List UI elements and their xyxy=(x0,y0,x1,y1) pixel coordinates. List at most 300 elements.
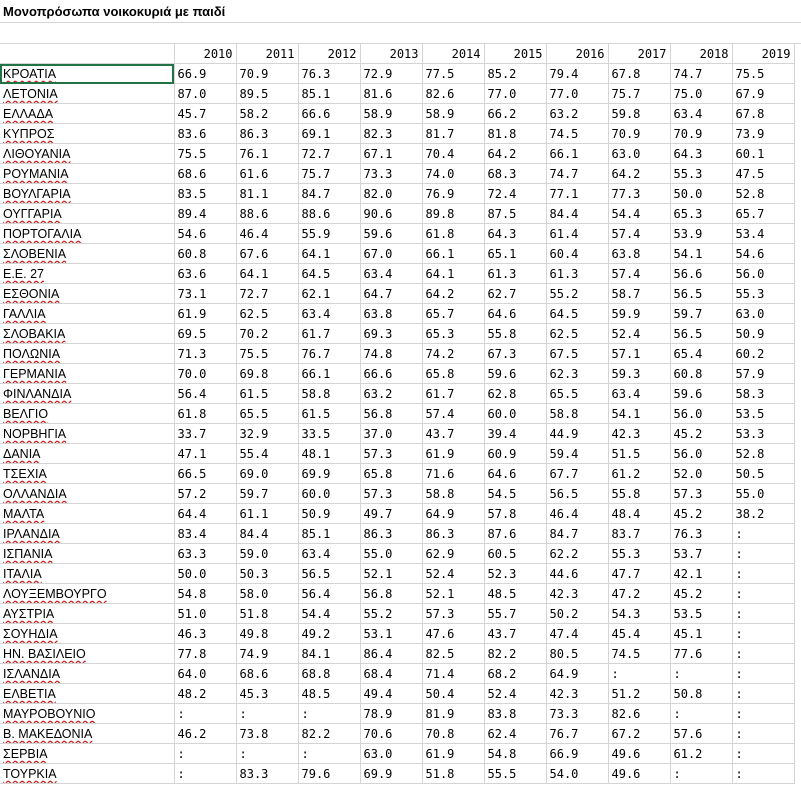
value-cell[interactable]: 59.3 xyxy=(608,364,670,384)
value-cell[interactable]: 58.9 xyxy=(360,104,422,124)
value-cell[interactable]: 55.2 xyxy=(546,284,608,304)
country-cell[interactable]: ΜΑΥΡΟΒΟΥΝΙΟ xyxy=(0,704,174,724)
country-cell[interactable]: ΚΡΟΑΤΙΑ xyxy=(0,64,174,84)
value-cell[interactable]: 56.0 xyxy=(670,404,732,424)
value-cell[interactable]: 67.8 xyxy=(732,104,794,124)
value-cell[interactable]: 57.3 xyxy=(360,444,422,464)
value-cell[interactable]: 60.5 xyxy=(484,544,546,564)
value-cell[interactable]: 76.3 xyxy=(298,64,360,84)
value-cell[interactable]: 42.1 xyxy=(670,564,732,584)
value-cell[interactable]: 52.8 xyxy=(732,444,794,464)
value-cell[interactable]: 42.3 xyxy=(546,584,608,604)
value-cell[interactable]: 67.6 xyxy=(236,244,298,264)
country-cell[interactable]: ΙΡΛΑΝΔΙΑ xyxy=(0,524,174,544)
value-cell[interactable]: 37.0 xyxy=(360,424,422,444)
value-cell[interactable]: 64.7 xyxy=(360,284,422,304)
value-cell[interactable]: 72.7 xyxy=(298,144,360,164)
value-cell[interactable]: 75.5 xyxy=(236,344,298,364)
sheet-title[interactable]: Μονοπρόσωπα νοικοκυριά με παιδί xyxy=(3,4,226,19)
value-cell[interactable]: 54.1 xyxy=(608,404,670,424)
year-header-cell[interactable]: 2010 xyxy=(174,44,236,64)
country-cell[interactable]: ΜΑΛΤΑ xyxy=(0,504,174,524)
value-cell[interactable]: 58.7 xyxy=(608,284,670,304)
value-cell[interactable]: 84.4 xyxy=(236,524,298,544)
value-cell[interactable]: 52.1 xyxy=(422,584,484,604)
value-cell[interactable]: 80.5 xyxy=(546,644,608,664)
value-cell[interactable]: 66.9 xyxy=(174,64,236,84)
value-cell[interactable]: 70.6 xyxy=(360,724,422,744)
value-cell[interactable]: 70.9 xyxy=(670,124,732,144)
value-cell[interactable]: 61.3 xyxy=(546,264,608,284)
value-cell[interactable]: 71.6 xyxy=(422,464,484,484)
year-header-cell[interactable]: 2015 xyxy=(484,44,546,64)
value-cell[interactable]: 74.5 xyxy=(546,124,608,144)
value-cell[interactable]: 54.5 xyxy=(484,484,546,504)
value-cell[interactable]: 39.4 xyxy=(484,424,546,444)
value-cell[interactable]: 59.6 xyxy=(484,364,546,384)
value-cell[interactable]: 64.6 xyxy=(484,464,546,484)
value-cell[interactable]: 45.2 xyxy=(670,584,732,604)
value-cell[interactable]: 50.9 xyxy=(732,324,794,344)
country-cell[interactable]: ΙΣΛΑΝΔΙΑ xyxy=(0,664,174,684)
value-cell[interactable]: : xyxy=(732,644,794,664)
year-header-cell[interactable]: 2019 xyxy=(732,44,794,64)
value-cell[interactable]: 83.6 xyxy=(174,124,236,144)
value-cell[interactable]: 75.7 xyxy=(298,164,360,184)
value-cell[interactable]: 56.5 xyxy=(298,564,360,584)
country-cell[interactable]: ΛΙΘΟΥΑΝΙΑ xyxy=(0,144,174,164)
value-cell[interactable]: 69.0 xyxy=(236,464,298,484)
value-cell[interactable]: 83.4 xyxy=(174,524,236,544)
value-cell[interactable]: 64.9 xyxy=(546,664,608,684)
value-cell[interactable]: 81.6 xyxy=(360,84,422,104)
value-cell[interactable]: 59.7 xyxy=(670,304,732,324)
value-cell[interactable]: 55.4 xyxy=(236,444,298,464)
value-cell[interactable]: 84.7 xyxy=(298,184,360,204)
value-cell[interactable]: 47.6 xyxy=(422,624,484,644)
value-cell[interactable]: 83.8 xyxy=(484,704,546,724)
value-cell[interactable]: 76.1 xyxy=(236,144,298,164)
value-cell[interactable]: 63.4 xyxy=(298,544,360,564)
value-cell[interactable]: : xyxy=(732,604,794,624)
value-cell[interactable]: 70.9 xyxy=(608,124,670,144)
value-cell[interactable]: 77.6 xyxy=(670,644,732,664)
value-cell[interactable]: 51.5 xyxy=(608,444,670,464)
value-cell[interactable]: 69.9 xyxy=(298,464,360,484)
value-cell[interactable]: 64.6 xyxy=(484,304,546,324)
value-cell[interactable]: 58.8 xyxy=(422,484,484,504)
value-cell[interactable]: 72.4 xyxy=(484,184,546,204)
value-cell[interactable]: 68.8 xyxy=(298,664,360,684)
value-cell[interactable]: 60.9 xyxy=(484,444,546,464)
value-cell[interactable]: 74.0 xyxy=(422,164,484,184)
value-cell[interactable]: 61.3 xyxy=(484,264,546,284)
value-cell[interactable]: 69.1 xyxy=(298,124,360,144)
value-cell[interactable]: 56.0 xyxy=(670,444,732,464)
value-cell[interactable]: : xyxy=(670,764,732,784)
value-cell[interactable]: 82.3 xyxy=(360,124,422,144)
value-cell[interactable]: 59.4 xyxy=(546,444,608,464)
value-cell[interactable]: 66.5 xyxy=(174,464,236,484)
value-cell[interactable]: 81.7 xyxy=(422,124,484,144)
value-cell[interactable]: 61.2 xyxy=(608,464,670,484)
value-cell[interactable]: 56.8 xyxy=(360,584,422,604)
value-cell[interactable]: 86.3 xyxy=(360,524,422,544)
value-cell[interactable]: 62.9 xyxy=(422,544,484,564)
value-cell[interactable]: 52.4 xyxy=(484,684,546,704)
value-cell[interactable]: 58.9 xyxy=(422,104,484,124)
value-cell[interactable]: : xyxy=(732,524,794,544)
value-cell[interactable]: 84.7 xyxy=(546,524,608,544)
value-cell[interactable]: : xyxy=(732,744,794,764)
value-cell[interactable]: 70.8 xyxy=(422,724,484,744)
value-cell[interactable]: 45.2 xyxy=(670,424,732,444)
value-cell[interactable]: 89.4 xyxy=(174,204,236,224)
value-cell[interactable]: 55.9 xyxy=(298,224,360,244)
value-cell[interactable]: : xyxy=(732,624,794,644)
value-cell[interactable]: 53.5 xyxy=(732,404,794,424)
value-cell[interactable]: 67.9 xyxy=(732,84,794,104)
year-header-cell[interactable]: 2014 xyxy=(422,44,484,64)
header-blank-cell[interactable] xyxy=(0,44,174,64)
value-cell[interactable]: 83.7 xyxy=(608,524,670,544)
country-cell[interactable]: ΔΑΝΙΑ xyxy=(0,444,174,464)
value-cell[interactable]: 38.2 xyxy=(732,504,794,524)
value-cell[interactable]: 59.7 xyxy=(236,484,298,504)
value-cell[interactable]: 84.4 xyxy=(546,204,608,224)
value-cell[interactable]: 82.0 xyxy=(360,184,422,204)
value-cell[interactable]: 68.2 xyxy=(484,664,546,684)
value-cell[interactable]: 71.3 xyxy=(174,344,236,364)
country-cell[interactable]: ΣΕΡΒΙΑ xyxy=(0,744,174,764)
value-cell[interactable]: 87.5 xyxy=(484,204,546,224)
value-cell[interactable]: 44.9 xyxy=(546,424,608,444)
country-cell[interactable]: ΟΥΓΓΑΡΙΑ xyxy=(0,204,174,224)
value-cell[interactable]: 86.3 xyxy=(236,124,298,144)
value-cell[interactable]: 49.7 xyxy=(360,504,422,524)
value-cell[interactable]: 56.5 xyxy=(670,324,732,344)
value-cell[interactable]: 52.8 xyxy=(732,184,794,204)
value-cell[interactable]: 66.9 xyxy=(546,744,608,764)
value-cell[interactable]: 45.4 xyxy=(608,624,670,644)
year-header-cell[interactable]: 2012 xyxy=(298,44,360,64)
value-cell[interactable]: 54.4 xyxy=(608,204,670,224)
value-cell[interactable]: 54.3 xyxy=(608,604,670,624)
value-cell[interactable]: 79.6 xyxy=(298,764,360,784)
value-cell[interactable]: 46.4 xyxy=(546,504,608,524)
country-cell[interactable]: ΙΣΠΑΝΙΑ xyxy=(0,544,174,564)
value-cell[interactable]: 75.7 xyxy=(608,84,670,104)
value-cell[interactable]: 69.9 xyxy=(360,764,422,784)
value-cell[interactable]: 52.4 xyxy=(422,564,484,584)
value-cell[interactable]: 62.5 xyxy=(546,324,608,344)
value-cell[interactable]: 57.1 xyxy=(608,344,670,364)
value-cell[interactable]: 89.8 xyxy=(422,204,484,224)
value-cell[interactable]: 53.5 xyxy=(670,604,732,624)
value-cell[interactable]: 43.7 xyxy=(484,624,546,644)
country-cell[interactable]: ΣΟΥΗΔΙΑ xyxy=(0,624,174,644)
value-cell[interactable]: 74.7 xyxy=(546,164,608,184)
country-cell[interactable]: ΕΛΒΕΤΙΑ xyxy=(0,684,174,704)
value-cell[interactable]: 33.5 xyxy=(298,424,360,444)
value-cell[interactable]: 68.3 xyxy=(484,164,546,184)
value-cell[interactable]: 52.3 xyxy=(484,564,546,584)
value-cell[interactable]: 57.3 xyxy=(360,484,422,504)
value-cell[interactable]: 46.2 xyxy=(174,724,236,744)
value-cell[interactable]: 53.7 xyxy=(670,544,732,564)
value-cell[interactable]: 63.0 xyxy=(360,744,422,764)
value-cell[interactable]: 85.2 xyxy=(484,64,546,84)
country-cell[interactable]: ΓΑΛΛΙΑ xyxy=(0,304,174,324)
value-cell[interactable]: 77.8 xyxy=(174,644,236,664)
value-cell[interactable]: 49.6 xyxy=(608,744,670,764)
value-cell[interactable]: 74.7 xyxy=(670,64,732,84)
value-cell[interactable]: 50.8 xyxy=(670,684,732,704)
value-cell[interactable]: 64.9 xyxy=(422,504,484,524)
value-cell[interactable]: 61.5 xyxy=(236,384,298,404)
value-cell[interactable]: 67.5 xyxy=(546,344,608,364)
value-cell[interactable]: 49.2 xyxy=(298,624,360,644)
value-cell[interactable]: 56.5 xyxy=(546,484,608,504)
value-cell[interactable]: 48.1 xyxy=(298,444,360,464)
value-cell[interactable]: 76.3 xyxy=(670,524,732,544)
value-cell[interactable]: 81.8 xyxy=(484,124,546,144)
country-cell[interactable]: ΒΕΛΓΙΟ xyxy=(0,404,174,424)
value-cell[interactable]: : xyxy=(174,764,236,784)
value-cell[interactable]: 77.0 xyxy=(546,84,608,104)
value-cell[interactable]: 77.0 xyxy=(484,84,546,104)
value-cell[interactable]: 47.2 xyxy=(608,584,670,604)
value-cell[interactable]: 61.8 xyxy=(422,224,484,244)
value-cell[interactable]: 47.1 xyxy=(174,444,236,464)
value-cell[interactable]: 85.1 xyxy=(298,84,360,104)
value-cell[interactable]: 63.8 xyxy=(608,244,670,264)
value-cell[interactable]: : xyxy=(732,564,794,584)
value-cell[interactable]: 47.7 xyxy=(608,564,670,584)
value-cell[interactable]: 54.6 xyxy=(732,244,794,264)
value-cell[interactable]: 54.8 xyxy=(484,744,546,764)
value-cell[interactable]: 61.2 xyxy=(670,744,732,764)
value-cell[interactable]: 61.9 xyxy=(422,744,484,764)
value-cell[interactable]: 64.5 xyxy=(298,264,360,284)
value-cell[interactable]: 52.1 xyxy=(360,564,422,584)
value-cell[interactable]: 63.4 xyxy=(670,104,732,124)
value-cell[interactable]: 44.6 xyxy=(546,564,608,584)
country-cell[interactable]: ΝΟΡΒΗΓΙΑ xyxy=(0,424,174,444)
value-cell[interactable]: 82.6 xyxy=(422,84,484,104)
value-cell[interactable]: 62.7 xyxy=(484,284,546,304)
value-cell[interactable]: 50.2 xyxy=(546,604,608,624)
value-cell[interactable]: 54.1 xyxy=(670,244,732,264)
value-cell[interactable]: : xyxy=(236,704,298,724)
value-cell[interactable]: 66.1 xyxy=(298,364,360,384)
value-cell[interactable]: 60.0 xyxy=(484,404,546,424)
value-cell[interactable]: 64.2 xyxy=(608,164,670,184)
value-cell[interactable]: 74.5 xyxy=(608,644,670,664)
country-cell[interactable]: Β. ΜΑΚΕΔΟΝΙΑ xyxy=(0,724,174,744)
value-cell[interactable]: 74.9 xyxy=(236,644,298,664)
value-cell[interactable]: 53.9 xyxy=(670,224,732,244)
value-cell[interactable]: 70.4 xyxy=(422,144,484,164)
value-cell[interactable]: 47.4 xyxy=(546,624,608,644)
value-cell[interactable]: 59.9 xyxy=(608,304,670,324)
value-cell[interactable]: 58.8 xyxy=(298,384,360,404)
value-cell[interactable]: 54.4 xyxy=(298,604,360,624)
value-cell[interactable]: 42.3 xyxy=(546,684,608,704)
value-cell[interactable]: 49.4 xyxy=(360,684,422,704)
value-cell[interactable]: 78.9 xyxy=(360,704,422,724)
value-cell[interactable]: 86.4 xyxy=(360,644,422,664)
value-cell[interactable]: 57.9 xyxy=(732,364,794,384)
value-cell[interactable]: 54.8 xyxy=(174,584,236,604)
value-cell[interactable]: 59.0 xyxy=(236,544,298,564)
value-cell[interactable]: 75.0 xyxy=(670,84,732,104)
value-cell[interactable]: 62.4 xyxy=(484,724,546,744)
value-cell[interactable]: 68.4 xyxy=(360,664,422,684)
value-cell[interactable]: 58.8 xyxy=(546,404,608,424)
value-cell[interactable]: 63.4 xyxy=(608,384,670,404)
value-cell[interactable]: : xyxy=(298,744,360,764)
year-header-cell[interactable]: 2017 xyxy=(608,44,670,64)
country-cell[interactable]: ΡΟΥΜΑΝΙΑ xyxy=(0,164,174,184)
value-cell[interactable]: 48.2 xyxy=(174,684,236,704)
value-cell[interactable]: 76.7 xyxy=(298,344,360,364)
value-cell[interactable]: 50.0 xyxy=(670,184,732,204)
value-cell[interactable]: 82.2 xyxy=(484,644,546,664)
value-cell[interactable]: 45.1 xyxy=(670,624,732,644)
value-cell[interactable]: 60.1 xyxy=(732,144,794,164)
country-cell[interactable]: ΤΟΥΡΚΙΑ xyxy=(0,764,174,784)
value-cell[interactable]: 88.6 xyxy=(298,204,360,224)
value-cell[interactable]: 67.7 xyxy=(546,464,608,484)
year-header-cell[interactable]: 2018 xyxy=(670,44,732,64)
value-cell[interactable]: 57.8 xyxy=(484,504,546,524)
value-cell[interactable]: 55.0 xyxy=(732,484,794,504)
value-cell[interactable]: 67.0 xyxy=(360,244,422,264)
value-cell[interactable]: 61.1 xyxy=(236,504,298,524)
country-cell[interactable]: ΕΛΛΑΔΑ xyxy=(0,104,174,124)
value-cell[interactable]: : xyxy=(732,724,794,744)
value-cell[interactable]: 62.3 xyxy=(546,364,608,384)
value-cell[interactable]: : xyxy=(732,764,794,784)
value-cell[interactable]: 59.8 xyxy=(608,104,670,124)
value-cell[interactable]: 58.3 xyxy=(732,384,794,404)
country-cell[interactable]: ΗΝ. ΒΑΣΙΛΕΙΟ xyxy=(0,644,174,664)
value-cell[interactable]: 77.1 xyxy=(546,184,608,204)
value-cell[interactable]: 66.6 xyxy=(360,364,422,384)
value-cell[interactable]: 33.7 xyxy=(174,424,236,444)
value-cell[interactable]: 67.1 xyxy=(360,144,422,164)
value-cell[interactable]: 72.9 xyxy=(360,64,422,84)
country-cell[interactable]: Ε.Ε. 27 xyxy=(0,264,174,284)
value-cell[interactable]: 69.8 xyxy=(236,364,298,384)
value-cell[interactable]: 63.8 xyxy=(360,304,422,324)
value-cell[interactable]: 58.2 xyxy=(236,104,298,124)
value-cell[interactable]: 50.9 xyxy=(298,504,360,524)
value-cell[interactable]: 42.3 xyxy=(608,424,670,444)
value-cell[interactable]: 49.8 xyxy=(236,624,298,644)
value-cell[interactable]: 55.8 xyxy=(484,324,546,344)
value-cell[interactable]: 89.5 xyxy=(236,84,298,104)
value-cell[interactable]: 53.3 xyxy=(732,424,794,444)
value-cell[interactable]: 65.1 xyxy=(484,244,546,264)
value-cell[interactable]: 83.5 xyxy=(174,184,236,204)
year-header-cell[interactable]: 2011 xyxy=(236,44,298,64)
value-cell[interactable]: 45.3 xyxy=(236,684,298,704)
value-cell[interactable]: 50.5 xyxy=(732,464,794,484)
value-cell[interactable]: 56.4 xyxy=(174,384,236,404)
value-cell[interactable]: 85.1 xyxy=(298,524,360,544)
value-cell[interactable]: 68.6 xyxy=(236,664,298,684)
value-cell[interactable]: 65.7 xyxy=(732,204,794,224)
country-cell[interactable]: ΠΟΡΤΟΓΑΛΙΑ xyxy=(0,224,174,244)
value-cell[interactable]: 73.1 xyxy=(174,284,236,304)
value-cell[interactable]: 82.2 xyxy=(298,724,360,744)
value-cell[interactable]: 64.3 xyxy=(484,224,546,244)
value-cell[interactable]: : xyxy=(298,704,360,724)
country-cell[interactable]: ΤΣΕΧΙΑ xyxy=(0,464,174,484)
value-cell[interactable]: 50.0 xyxy=(174,564,236,584)
value-cell[interactable]: 65.3 xyxy=(670,204,732,224)
value-cell[interactable]: 61.7 xyxy=(422,384,484,404)
value-cell[interactable]: 53.1 xyxy=(360,624,422,644)
value-cell[interactable]: 81.9 xyxy=(422,704,484,724)
value-cell[interactable]: 56.5 xyxy=(670,284,732,304)
value-cell[interactable]: 63.3 xyxy=(174,544,236,564)
value-cell[interactable]: 32.9 xyxy=(236,424,298,444)
value-cell[interactable]: 77.5 xyxy=(422,64,484,84)
value-cell[interactable]: 57.4 xyxy=(608,264,670,284)
value-cell[interactable]: 66.1 xyxy=(422,244,484,264)
value-cell[interactable]: 52.0 xyxy=(670,464,732,484)
value-cell[interactable]: 79.4 xyxy=(546,64,608,84)
country-cell[interactable]: ΛΕΤΟΝΙΑ xyxy=(0,84,174,104)
value-cell[interactable]: 65.3 xyxy=(422,324,484,344)
value-cell[interactable]: 87.6 xyxy=(484,524,546,544)
value-cell[interactable]: : xyxy=(732,684,794,704)
value-cell[interactable]: 87.0 xyxy=(174,84,236,104)
value-cell[interactable]: 57.4 xyxy=(608,224,670,244)
year-header-cell[interactable]: 2016 xyxy=(546,44,608,64)
country-cell[interactable]: ΒΟΥΛΓΑΡΙΑ xyxy=(0,184,174,204)
value-cell[interactable]: 64.0 xyxy=(174,664,236,684)
country-cell[interactable]: ΓΕΡΜΑΝΙΑ xyxy=(0,364,174,384)
value-cell[interactable]: 72.7 xyxy=(236,284,298,304)
value-cell[interactable]: 51.0 xyxy=(174,604,236,624)
value-cell[interactable]: 90.6 xyxy=(360,204,422,224)
value-cell[interactable]: 55.0 xyxy=(360,544,422,564)
value-cell[interactable]: 64.2 xyxy=(484,144,546,164)
value-cell[interactable]: : xyxy=(608,664,670,684)
value-cell[interactable]: 60.8 xyxy=(174,244,236,264)
value-cell[interactable]: 52.4 xyxy=(608,324,670,344)
value-cell[interactable]: 51.8 xyxy=(422,764,484,784)
value-cell[interactable]: 56.8 xyxy=(360,404,422,424)
value-cell[interactable]: 64.1 xyxy=(298,244,360,264)
value-cell[interactable]: 66.2 xyxy=(484,104,546,124)
value-cell[interactable]: 53.4 xyxy=(732,224,794,244)
value-cell[interactable]: : xyxy=(174,704,236,724)
value-cell[interactable]: 60.8 xyxy=(670,364,732,384)
value-cell[interactable]: : xyxy=(670,664,732,684)
country-cell[interactable]: ΚΥΠΡΟΣ xyxy=(0,124,174,144)
value-cell[interactable]: 46.4 xyxy=(236,224,298,244)
value-cell[interactable]: 81.1 xyxy=(236,184,298,204)
country-cell[interactable]: ΕΣΘΟΝΙΑ xyxy=(0,284,174,304)
value-cell[interactable]: 59.6 xyxy=(670,384,732,404)
value-cell[interactable]: 63.2 xyxy=(546,104,608,124)
value-cell[interactable]: 61.7 xyxy=(298,324,360,344)
